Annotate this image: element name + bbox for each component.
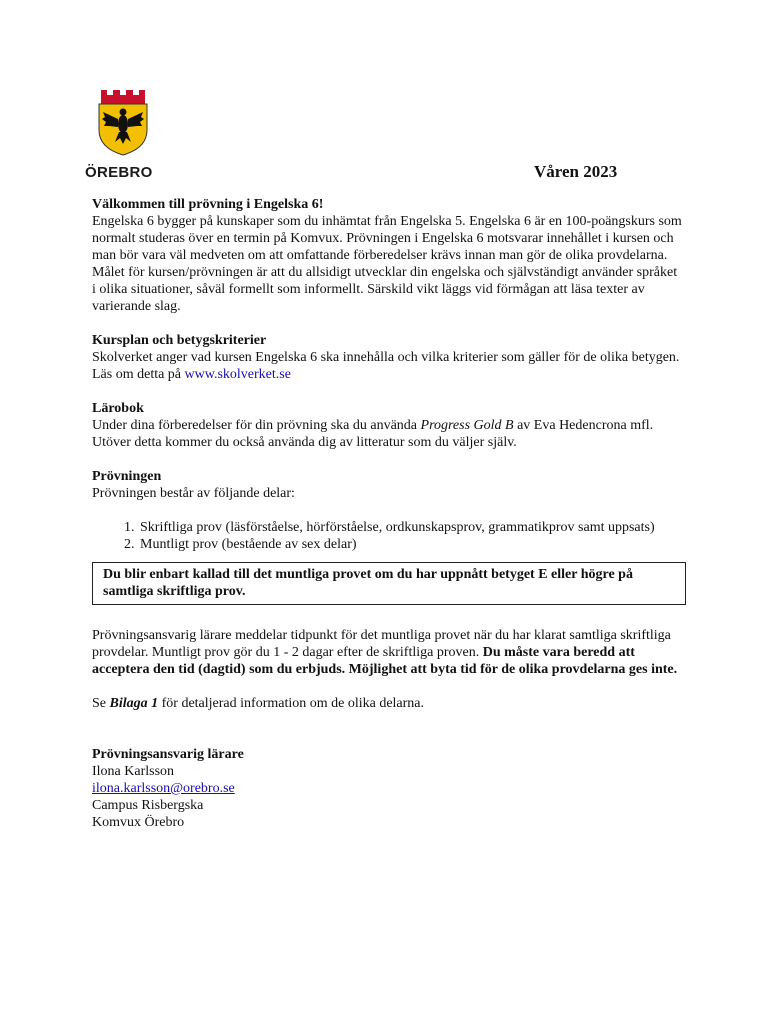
info-bold-text: Du måste vara beredd att acceptera den tid (dagtid) som du erbjuds. Möjlighet att byta tid för de olika provdelarna ges inte. (92, 645, 678, 677)
info-text: Prövningsansvarig lärare meddelar tidpunkt för det muntliga provet när du har klarat samtliga skriftliga provdelar. Muntligt prov gör du 1 - 2 dagar efter de skriftliga proven. (92, 628, 671, 660)
larobok-text-b: av Eva Hedencrona mfl. Utöver detta kommer du också använda dig av litteratur som du väljer själv. (92, 418, 654, 450)
intro-heading: Välkommen till prövning i Engelska 6! (92, 197, 324, 212)
kursplan-heading: Kursplan och betygskriterier (92, 333, 267, 348)
term-heading: Våren 2023 (534, 162, 618, 181)
provningen-paragraph: Prövningen består av följande delar: (92, 486, 295, 501)
book-title: Progress Gold B (420, 418, 514, 433)
contact-email-link[interactable]: ilona.karlsson@orebro.se (92, 781, 235, 796)
contact-heading: Prövningsansvarig lärare (92, 747, 244, 762)
bilaga-name: Bilaga 1 (109, 696, 159, 711)
contact-name: Ilona Karlsson (92, 764, 175, 779)
bilaga-paragraph (92, 695, 682, 712)
notice-box: Du blir enbart kallad till det muntliga provet om du har uppnått betyget E eller högre på samtliga skriftliga prov. (92, 562, 686, 605)
info-paragraph (92, 627, 682, 678)
provningen-heading: Prövningen (92, 469, 162, 484)
contact-org: Komvux Örebro (92, 815, 185, 830)
orebro-wordmark: ÖREBRO (85, 164, 153, 181)
kursplan-paragraph (92, 349, 682, 383)
bilaga-pre: Se (92, 696, 110, 711)
larobok-text-a: Under dina förberedelser för din prövning ska du använda (92, 418, 421, 433)
bilaga-post: för detaljerad information om de olika delarna. (158, 696, 425, 711)
kursplan-text: Skolverket anger vad kursen Engelska 6 ska innehålla och vilka kriterier som gäller för de olika betygen. Läs om detta på (92, 350, 680, 382)
contact-email-line (92, 780, 682, 797)
skolverket-link[interactable]: www.skolverket.se (184, 367, 291, 382)
list-item: 1. Skriftliga prov (läsförståelse, hörförståelse, ordkunskapsprov, grammatikprov samt uppsats) (138, 519, 682, 536)
larobok-paragraph (92, 417, 682, 451)
exam-parts-list (92, 519, 682, 553)
document-body (92, 196, 682, 831)
orebro-coat-of-arms-icon (93, 86, 153, 156)
contact-campus: Campus Risbergska (92, 798, 204, 813)
list-item: 2. Muntligt prov (bestående av sex delar) (138, 536, 682, 553)
larobok-heading: Lärobok (92, 401, 144, 416)
intro-paragraph: Engelska 6 bygger på kunskaper som du inhämtat från Engelska 5. Engelska 6 är en 100-poängskurs som normalt studeras över en termin på Komvux. Prövningen i Engelska 6 motsvarar innehållet i kursen och man bör vara väl medveten om att omfattande förberedelser krävs innan man gör de olika provdelarna. Målet för kursen/prövningen är att du allsidigt utvecklar din engelska och självständigt använder språket i olika situationer, såväl formellt som informellt. Särskild vikt läggs vid förmågan att läsa texter av varierande slag. (92, 214, 682, 314)
